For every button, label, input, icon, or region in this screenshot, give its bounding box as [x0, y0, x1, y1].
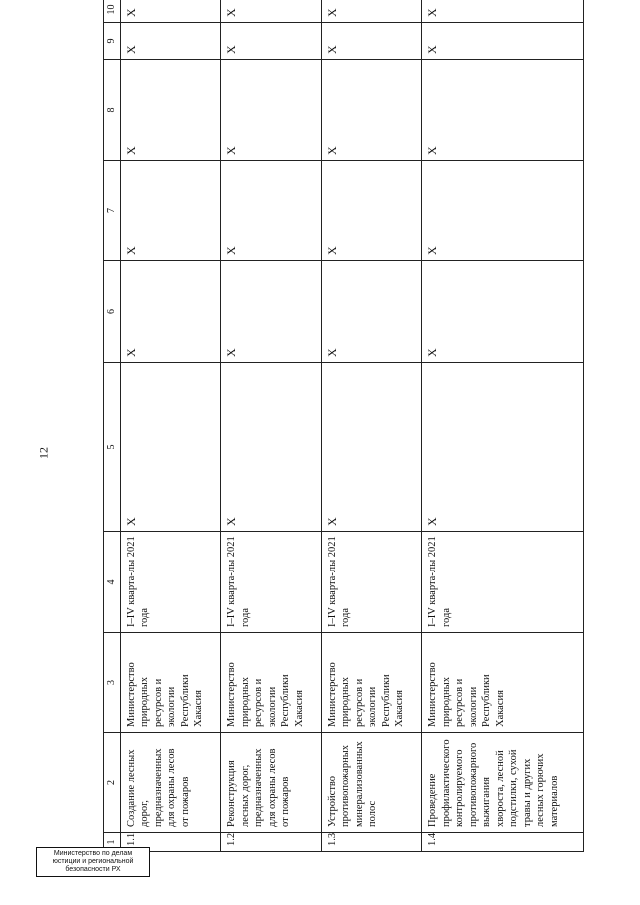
col-header-6: 6: [104, 261, 121, 363]
mark-cell-10: X: [422, 0, 584, 23]
mark-cell-5: X: [422, 363, 584, 532]
table-row: [422, 0, 584, 852]
activity-cell: Создание лесных дорог, предназначенных для охраны лесов от пожаров: [120, 733, 221, 833]
table-container: [103, 4, 584, 852]
col-header-1: 1: [104, 833, 121, 852]
mark-cell-8: X: [120, 60, 221, 161]
mark-cell-6: X: [422, 261, 584, 363]
row-number: 1.2: [221, 833, 322, 852]
mark-cell-8: X: [321, 60, 422, 161]
mark-cell-8: X: [221, 60, 322, 161]
mark-cell-7: X: [221, 161, 322, 261]
period-cell: I–IV кварта-лы 2021 года: [422, 532, 584, 633]
stamp-line: безопасности РХ: [65, 866, 121, 873]
row-number: 1.4: [422, 833, 584, 852]
mark-cell-7: X: [321, 161, 422, 261]
executor-cell: Министерство природных ресурсов и экологии Республики Хакасия: [321, 633, 422, 733]
mark-cell-9: X: [422, 23, 584, 60]
mark-cell-5: X: [321, 363, 422, 532]
mark-cell-10: X: [321, 0, 422, 23]
row-number: 1.1: [120, 833, 221, 852]
mark-cell-6: X: [221, 261, 322, 363]
stamp-line: юстиции и региональной: [52, 858, 134, 865]
mark-cell-9: X: [321, 23, 422, 60]
col-header-8: 8: [104, 60, 121, 161]
col-header-3: 3: [104, 633, 121, 733]
mark-cell-10: X: [221, 0, 322, 23]
mark-cell-6: X: [120, 261, 221, 363]
period-cell: I–IV кварта-лы 2021 года: [120, 532, 221, 633]
col-header-4: 4: [104, 532, 121, 633]
stamp-line: Министерство по делам: [53, 850, 133, 857]
mark-cell-8: X: [422, 60, 584, 161]
activity-cell: Устройство противопожарных минерализованных полос: [321, 733, 422, 833]
col-header-2: 2: [104, 733, 121, 833]
mark-cell-5: X: [221, 363, 322, 532]
table-row: [321, 0, 422, 852]
mark-cell-5: X: [120, 363, 221, 532]
col-header-10: 10: [104, 0, 121, 23]
col-header-7: 7: [104, 161, 121, 261]
row-number: 1.3: [321, 833, 422, 852]
mark-cell-9: X: [120, 23, 221, 60]
table-row: [120, 0, 221, 852]
col-header-5: 5: [104, 363, 121, 532]
executor-cell: Министерство природных ресурсов и экологии Республики Хакасия: [120, 633, 221, 733]
schedule-table: [103, 0, 584, 852]
registration-stamp: [36, 847, 150, 877]
mark-cell-10: X: [120, 0, 221, 23]
header-row: [104, 0, 121, 852]
period-cell: I–IV кварта-лы 2021 года: [221, 532, 322, 633]
executor-cell: Министерство природных ресурсов и экологии Республики Хакасия: [221, 633, 322, 733]
period-cell: I–IV кварта-лы 2021 года: [321, 532, 422, 633]
table-row: [221, 0, 322, 852]
mark-cell-7: X: [422, 161, 584, 261]
executor-cell: Министерство природных ресурсов и экологии Республики Хакасия: [422, 633, 584, 733]
col-header-9: 9: [104, 23, 121, 60]
activity-cell: Проведение профилактического контролируемого противопожарного выжигания хвороста, лесной подстилки, сухой травы и других лесных горючих материалов: [422, 733, 584, 833]
mark-cell-7: X: [120, 161, 221, 261]
activity-cell: Реконструкция лесных дорог, предназначенных для охраны лесов от пожаров: [221, 733, 322, 833]
page-number: 12: [36, 447, 51, 459]
mark-cell-6: X: [321, 261, 422, 363]
mark-cell-9: X: [221, 23, 322, 60]
